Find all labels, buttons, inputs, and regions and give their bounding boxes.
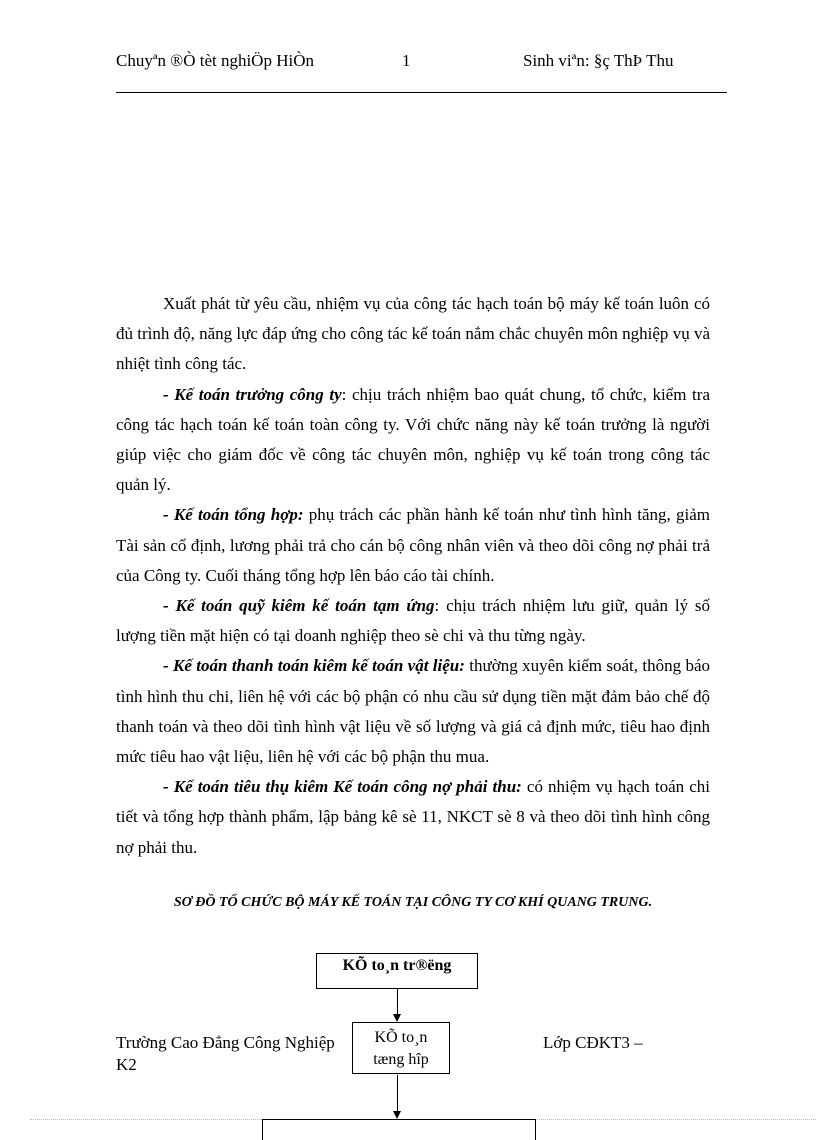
page-number: 1 [402, 51, 411, 70]
connector-line [397, 1075, 398, 1111]
org-box-partial [262, 1119, 536, 1140]
paragraph-label: - Kế toán tổng hợp: [163, 505, 304, 525]
header-title: Chuyªn ®Ò tèt nghiÖp HiÒn [116, 51, 314, 70]
paragraph-intro [116, 289, 710, 380]
paragraph-text: : chịu trách nhiệm lưu giữ, quản lý số lượng tiền mặt hiện có tại doanh nghiệp theo sè chi và thu từng ngày. [116, 596, 710, 646]
header-rule [116, 92, 727, 93]
paragraph-cash-accountant [116, 591, 710, 651]
footer-class: Lớp CĐKT3 – [543, 1033, 643, 1052]
connector-line [397, 988, 398, 1014]
paragraph-general-accountant [116, 500, 710, 591]
paragraph-label: - Kế toán thanh toán kiêm kế toán vật liệu: [163, 656, 465, 676]
org-box-label-line1: KÕ to¸n [374, 1029, 428, 1046]
org-box-general-accountant [352, 1022, 450, 1074]
paragraph-label: - Kế toán trưởng công ty [163, 384, 342, 404]
org-box-label-line2: tæng hîp [373, 1051, 429, 1068]
arrow-down-icon [393, 1014, 401, 1022]
body-text [116, 289, 710, 863]
paragraph-text: : chịu trách nhiệm bao quát chung, tổ chức, kiểm tra công tác hạch toán kế toán toàn công ty. Với chức năng này kế toán trưởng là người giúp việc cho giám đốc về công tác chuyên môn, nghiệp vụ kế toán trong công tác quản lý. [116, 384, 710, 495]
paragraph-label: - Kế toán tiêu thụ kiêm Kế toán công nợ phải thu: [163, 777, 522, 797]
paragraph-text: có nhiệm vụ hạch toán chi tiết và tổng hợp thành phẩm, lập bảng kê sè 11, NKCT sè 8 và theo dõi tình hình công nợ phải thu. [116, 777, 710, 857]
footer-school-cont: K2 [116, 1055, 137, 1074]
paragraph-sales-accountant [116, 772, 710, 863]
paragraph-text: Xuất phát từ yêu cầu, nhiệm vụ của công tác hạch toán bộ máy kế toán luôn có đủ trình độ, năng lực đáp ứng cho công tác kế toán nắm chắc chuyên môn nghiệp vụ và nhiệt tình công tác. [116, 294, 710, 374]
paragraph-label: - Kế toán quỹ kiêm kế toán tạm ứng [163, 596, 435, 616]
org-box-chief-accountant: KÕ to¸n tr®ëng [316, 953, 478, 989]
footer-school: Trường Cao Đẳng Công Nghiệp [116, 1033, 335, 1052]
paragraph-text: phụ trách các phần hành kế toán như tình hình tăng, giảm Tài sản cố định, lương phải trả cho cán bộ công nhân viên và theo dõi công nợ phải trả của Công ty. Cuối tháng tổng hợp lên báo cáo tài chính. [116, 505, 710, 585]
paragraph-chief-accountant [116, 380, 710, 501]
header-author: Sinh viªn: §ç ThÞ Thu [523, 51, 674, 70]
diagram-title: SƠ ĐỒ TỔ CHỨC BỘ MÁY KẾ TOÁN TẠI CÔNG TY CƠ KHÍ QUANG TRUNG. [173, 895, 653, 910]
arrow-down-icon [393, 1111, 401, 1119]
paragraph-text: thường xuyên kiểm soát, thông báo tình hình thu chi, liên hệ với các bộ phận có nhu cầu sử dụng tiền mặt đảm bảo chế độ thanh toán và theo dõi tình hình vật liệu về số lượng và giá cả định mức, tiêu hao định mức tiêu hao vật liệu, liên hệ với các bộ phận thu mua. [116, 656, 710, 767]
paragraph-payment-accountant [116, 651, 710, 772]
